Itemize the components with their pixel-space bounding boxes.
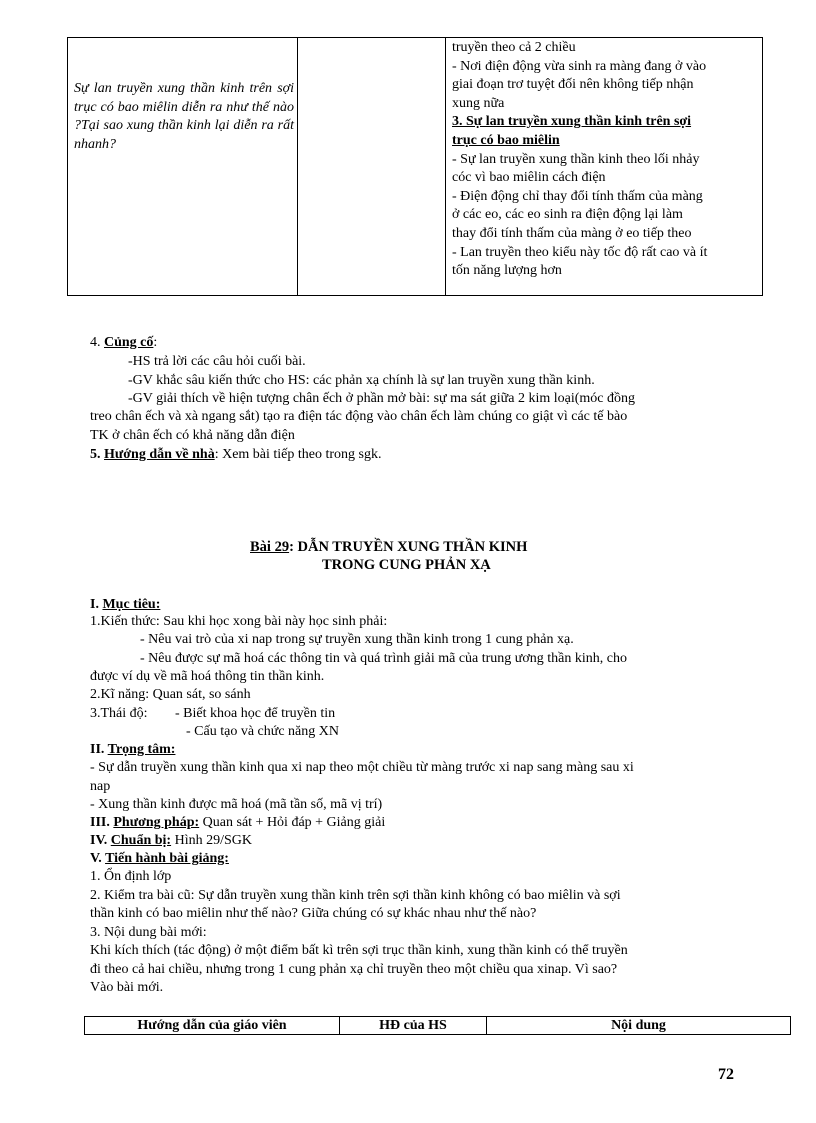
lesson-title-line2: TRONG CUNG PHẢN XẠ <box>322 557 491 573</box>
cungco-item: -GV giải thích về hiện tượng chân ếch ở phần mở bài: sự ma sát giữa 2 kim loại(móc đồng <box>128 391 635 406</box>
content-cell <box>452 39 758 281</box>
thai-do-item: - Cấu tạo và chức năng XN <box>186 724 339 739</box>
table-column-divider <box>445 38 446 295</box>
column-header-content: Nội dung <box>611 1018 666 1033</box>
chuan-bi-line: IV. Chuẩn bị: Hình 29/SGK <box>90 833 252 848</box>
section-heading-trong-tam: II. Trọng tâm: <box>90 742 176 757</box>
content-subheading: trục có bao miêlin <box>452 132 560 148</box>
kien-thuc-line: 1.Kiến thức: Sau khi học xong bài này học sinh phải: <box>90 614 388 629</box>
content-line: - Nơi điện động vừa sinh ra màng đang ở vào <box>452 58 707 74</box>
content-subheading: 3. Sự lan truyền xung thần kinh trên sợi <box>452 114 692 130</box>
trong-tam-item: - Xung thần kinh được mã hoá (mã tần số, mã vị trí) <box>90 797 383 812</box>
ki-nang-line: 2.Kĩ năng: Quan sát, so sánh <box>90 687 251 702</box>
thai-do-item: - Biết khoa học để truyền tin <box>175 706 336 721</box>
cungco-item: -HS trả lời các câu hỏi cuối bài. <box>128 354 306 369</box>
column-header-student: HĐ của HS <box>379 1018 447 1033</box>
content-line: - Sự lan truyền xung thần kinh theo lối nhảy <box>452 151 700 167</box>
step-line: 1. Ổn định lớp <box>90 869 172 884</box>
lesson-title-line1: Bài 29: DẪN TRUYỀN XUNG THẦN KINH <box>250 539 528 555</box>
kien-thuc-item: được ví dụ về mã hoá thông tin thần kinh. <box>90 669 325 684</box>
content-line: cóc vì bao miêlin cách điện <box>452 170 606 186</box>
section-heading-tien-hanh: V. Tiến hành bài giảng: <box>90 851 229 866</box>
content-line: truyền theo cả 2 chiều <box>452 40 576 55</box>
content-line: - Điện động chỉ thay đổi tính thấm của màng <box>452 188 703 204</box>
intro-paragraph-line: Khi kích thích (tác động) ở một điểm bất kì trên sợi trục thần kinh, xung thần kinh có thể truyền <box>90 943 628 958</box>
homework-line: 5. Hướng dẫn về nhà: Xem bài tiếp theo trong sgk. <box>90 447 382 462</box>
thai-do-label: 3.Thái độ: <box>90 706 148 721</box>
cungco-item: TK ở chân ếch có khả năng dẫn điện <box>90 428 295 443</box>
intro-paragraph-line: đi theo cả hai chiều, nhưng trong 1 cung phản xạ chỉ truyền theo một chiều qua xinap. Vì sao? <box>90 962 618 977</box>
cungco-heading: 4. Củng cố: <box>90 335 158 350</box>
content-line: xung nữa <box>452 95 505 111</box>
cungco-item: -GV khắc sâu kiến thức cho HS: các phản xạ chính là sự lan truyền xung thần kinh. <box>128 373 595 388</box>
kien-thuc-item: - Nêu vai trò của xi nap trong sự truyền xung thần kinh trong 1 cung phản xạ. <box>140 632 574 647</box>
page-number: 72 <box>718 1066 734 1083</box>
content-line: - Lan truyền theo kiểu này tốc độ rất cao và ít <box>452 244 708 260</box>
content-line: thay đổi tính thấm của màng ở eo tiếp theo <box>452 225 692 241</box>
step-line: 3. Nội dung bài mới: <box>90 925 207 940</box>
content-line: ở các eo, các eo sinh ra điện động lại làm <box>452 207 683 223</box>
trong-tam-item: - Sự dẫn truyền xung thần kinh qua xi nap theo một chiều từ màng trước xi nap sang màng sau xi <box>90 760 634 775</box>
step-line: thần kinh có bao miêlin như thế nào? Giữa chúng có sự khác nhau như thế nào? <box>90 906 537 921</box>
teacher-question-cell: Sự lan truyền xung thần kinh trên sợi trục có bao miêlin diễn ra như thế nào ?Tại sao xung thần kinh lại diễn ra rất nhanh? <box>74 81 294 152</box>
kien-thuc-item: - Nêu được sự mã hoá các thông tin và quá trình giải mã của trung ương thần kinh, cho <box>140 651 627 666</box>
section-heading-muc-tieu: I. Mục tiêu: <box>90 597 161 612</box>
phuong-phap-line: III. Phương pháp: Quan sát + Hỏi đáp + Giảng giải <box>90 815 386 830</box>
intro-paragraph-line: Vào bài mới. <box>90 980 164 995</box>
top-table <box>67 37 763 296</box>
bottom-table-header <box>84 1016 791 1035</box>
column-header-teacher: Hướng dẫn của giáo viên <box>137 1018 287 1033</box>
content-line: tốn năng lượng hơn <box>452 263 562 279</box>
step-line: 2. Kiểm tra bài cũ: Sự dẫn truyền xung thần kinh trên sợi thần kinh không có bao miêlin và sợi <box>90 888 621 903</box>
cungco-item: treo chân ếch và xà ngang sắt) tạo ra điện tác động vào chân ếch làm chúng co giật vì các tế bào <box>90 409 628 424</box>
trong-tam-item: nap <box>90 779 111 794</box>
table-column-divider <box>297 38 298 295</box>
content-line: giai đoạn trơ tuyệt đối nên không tiếp nhận <box>452 77 694 93</box>
